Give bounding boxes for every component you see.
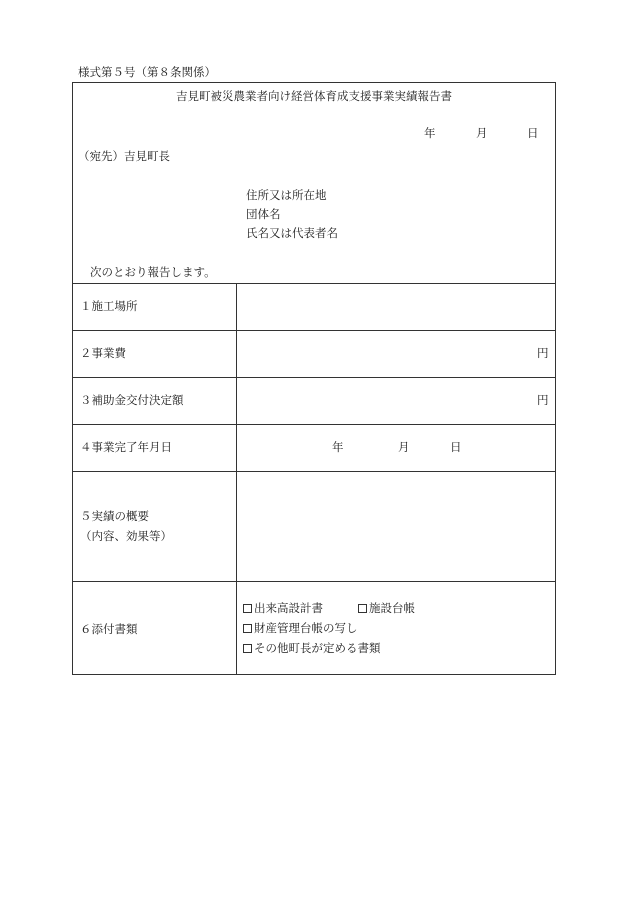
applicant-organization-field[interactable]: 団体名 — [246, 207, 281, 221]
construction-site-label: １施工場所 — [80, 299, 138, 313]
attachment-option-label: 施設台帳 — [369, 601, 415, 615]
form-title: 吉見町被災農業者向け経営体育成支援事業実績報告書 — [176, 89, 452, 103]
completion-year: 年 — [332, 440, 344, 454]
attachment-option-label: 出来高設計書 — [254, 601, 323, 615]
addressee: （宛先）吉見町長 — [78, 149, 170, 163]
completion-date-label: ４事業完了年月日 — [80, 440, 172, 454]
attachment-option-other-documents[interactable] — [243, 643, 381, 655]
project-cost-label: ２事業費 — [80, 346, 126, 360]
summary-sublabel: （内容、効果等） — [80, 529, 172, 543]
attachment-option-design-document[interactable] — [243, 603, 323, 615]
attachment-option-label: 財産管理台帳の写し — [254, 621, 358, 635]
attachment-option-label: その他町長が定める書類 — [254, 641, 381, 655]
checkbox[interactable] — [243, 604, 252, 613]
checkbox[interactable] — [358, 604, 367, 613]
subsidy-amount-unit: 円 — [537, 393, 549, 407]
summary-label: ５実績の概要 — [80, 509, 149, 523]
attachments-label: ６添付書類 — [80, 622, 138, 636]
project-cost-unit: 円 — [537, 346, 549, 360]
construction-site-field[interactable] — [237, 284, 555, 330]
checkbox[interactable] — [243, 644, 252, 653]
date-month: 月 — [476, 126, 488, 140]
date-year: 年 — [424, 126, 436, 140]
row-divider — [72, 581, 556, 582]
completion-day: 日 — [450, 440, 462, 454]
subsidy-amount-label: ３補助金交付決定額 — [80, 393, 184, 407]
completion-month: 月 — [398, 440, 410, 454]
project-cost-field[interactable] — [237, 331, 555, 377]
form-number: 様式第５号（第８条関係） — [78, 65, 216, 79]
attachment-option-property-ledger-copy[interactable] — [243, 623, 358, 635]
applicant-name-field[interactable]: 氏名又は代表者名 — [246, 226, 338, 240]
summary-field[interactable] — [237, 472, 555, 581]
attachment-option-facility-ledger[interactable] — [358, 603, 415, 615]
checkbox[interactable] — [243, 624, 252, 633]
subsidy-amount-field[interactable] — [237, 378, 555, 424]
completion-date-field[interactable] — [237, 425, 555, 471]
date-day: 日 — [527, 126, 539, 140]
intro-text: 次のとおり報告します。 — [90, 265, 216, 279]
applicant-address-field[interactable]: 住所又は所在地 — [246, 188, 327, 202]
